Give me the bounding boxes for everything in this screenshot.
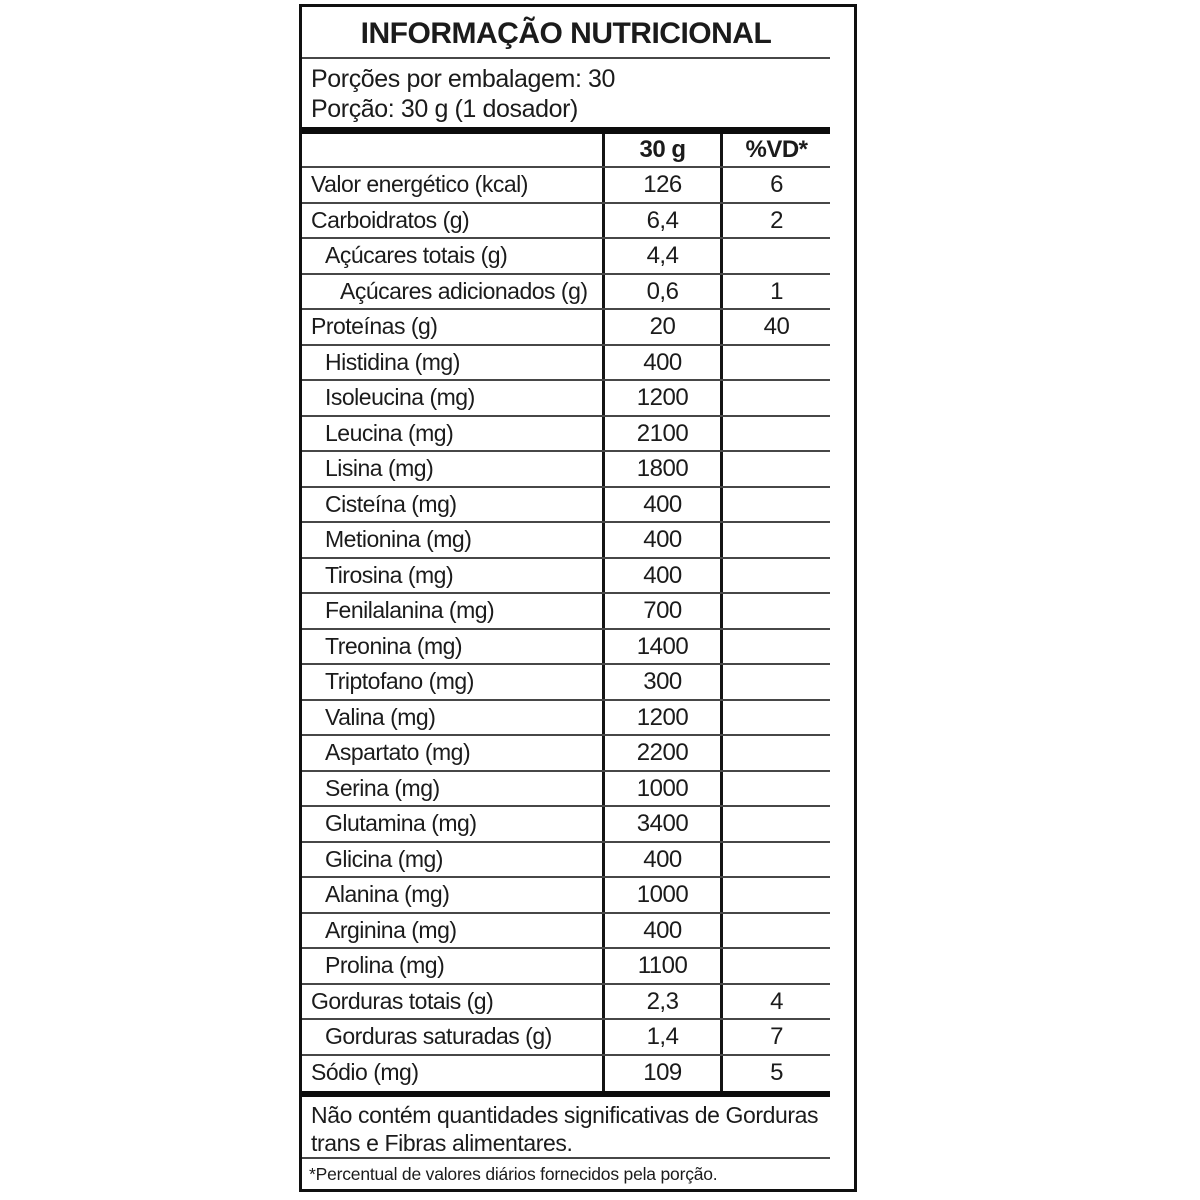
row-label: Gorduras totais (g) — [311, 987, 494, 1014]
nutrition-row — [302, 665, 830, 701]
row-amount: 1100 — [602, 949, 720, 983]
row-daily-value — [720, 878, 830, 912]
row-daily-value — [720, 239, 830, 273]
panel-title: INFORMAÇÃO NUTRICIONAL — [360, 17, 772, 50]
row-label: Glicina (mg) — [325, 845, 443, 872]
row-daily-value — [720, 630, 830, 664]
row-label: Glutamina (mg) — [325, 810, 477, 836]
row-amount: 1800 — [602, 452, 720, 486]
row-label: Aspartato (mg) — [325, 739, 471, 765]
nutrition-row — [302, 204, 830, 240]
row-label: Lisina (mg) — [325, 455, 434, 481]
note-line-2: trans e Fibras alimentares. — [311, 1130, 573, 1156]
row-label: Cisteína (mg) — [325, 490, 457, 517]
row-label: Treonina (mg) — [325, 632, 463, 659]
servings-per-package: Porções por embalagem: 30 — [311, 65, 616, 93]
column-header-amount: 30 g — [602, 134, 720, 166]
row-label: Histidina (mg) — [325, 348, 460, 375]
row-daily-value — [720, 452, 830, 486]
nutrition-row — [302, 701, 830, 737]
nutrition-facts-panel — [299, 4, 857, 1192]
nutrition-row — [302, 1056, 830, 1092]
nutrition-row — [302, 807, 830, 843]
row-daily-value: 40 — [720, 310, 830, 344]
nutrition-row — [302, 488, 830, 524]
nutrition-row — [302, 452, 830, 488]
row-label: Tirosina (mg) — [325, 561, 454, 588]
nutrition-row — [302, 878, 830, 914]
row-amount: 6,4 — [602, 204, 720, 238]
header-top-divider — [302, 127, 830, 134]
nutrition-row — [302, 417, 830, 453]
row-amount: 400 — [602, 914, 720, 948]
row-daily-value — [720, 701, 830, 735]
nutrition-row — [302, 239, 830, 275]
row-daily-value — [720, 523, 830, 557]
row-label: Valina (mg) — [325, 703, 436, 730]
row-label: Açúcares adicionados (g) — [340, 277, 588, 304]
row-daily-value — [720, 772, 830, 806]
nutrition-row — [302, 843, 830, 879]
nutrition-row — [302, 168, 830, 204]
row-amount: 109 — [602, 1056, 720, 1092]
row-daily-value — [720, 594, 830, 628]
row-amount: 126 — [602, 168, 720, 202]
nutrition-table-body — [302, 168, 830, 1091]
table-header-row — [302, 134, 830, 168]
row-daily-value — [720, 559, 830, 593]
row-amount: 0,6 — [602, 275, 720, 309]
nutrition-row — [302, 594, 830, 630]
note-line-1: Não contém quantidades significativas de Gorduras — [311, 1102, 819, 1128]
row-amount: 400 — [602, 523, 720, 557]
row-amount: 400 — [602, 843, 720, 877]
row-label: Leucina (mg) — [325, 419, 454, 446]
row-label: Isoleucina (mg) — [325, 384, 475, 410]
row-daily-value — [720, 843, 830, 877]
row-amount: 400 — [602, 346, 720, 380]
panel-content — [302, 7, 830, 1189]
nutrition-row — [302, 949, 830, 985]
nutrition-row — [302, 381, 830, 417]
row-daily-value — [720, 736, 830, 770]
row-daily-value: 7 — [720, 1020, 830, 1054]
nutrition-row — [302, 772, 830, 808]
nutrition-row — [302, 914, 830, 950]
row-amount: 400 — [602, 488, 720, 522]
row-amount: 2100 — [602, 417, 720, 451]
row-label: Fenilalanina (mg) — [325, 597, 495, 623]
row-amount: 300 — [602, 665, 720, 699]
row-amount: 20 — [602, 310, 720, 344]
nutrition-row — [302, 985, 830, 1021]
row-daily-value — [720, 949, 830, 983]
row-label: Serina (mg) — [325, 774, 440, 801]
row-daily-value — [720, 381, 830, 415]
nutrition-row — [302, 275, 830, 311]
row-label: Proteínas (g) — [311, 313, 438, 339]
daily-value-footnote: *Percentual de valores diários fornecidos pela porção. — [309, 1164, 718, 1184]
row-amount: 1200 — [602, 701, 720, 735]
row-amount: 700 — [602, 594, 720, 628]
row-daily-value: 6 — [720, 168, 830, 202]
column-header-daily-value: %VD* — [720, 134, 830, 166]
nutrition-row — [302, 310, 830, 346]
row-label: Prolina (mg) — [325, 952, 445, 978]
row-amount: 2,3 — [602, 985, 720, 1019]
nutrition-row — [302, 736, 830, 772]
row-label: Alanina (mg) — [325, 881, 450, 907]
row-daily-value — [720, 488, 830, 522]
row-label: Valor energético (kcal) — [311, 171, 528, 197]
row-amount: 2200 — [602, 736, 720, 770]
row-daily-value: 4 — [720, 985, 830, 1019]
row-amount: 1000 — [602, 878, 720, 912]
row-daily-value — [720, 665, 830, 699]
row-label: Carboidratos (g) — [311, 206, 470, 233]
row-label: Metionina (mg) — [325, 526, 472, 552]
nutrition-row — [302, 523, 830, 559]
row-daily-value — [720, 346, 830, 380]
row-amount: 1,4 — [602, 1020, 720, 1054]
serving-size: Porção: 30 g (1 dosador) — [311, 95, 578, 123]
row-label: Gorduras saturadas (g) — [325, 1023, 552, 1049]
nutrition-row — [302, 630, 830, 666]
row-daily-value — [720, 807, 830, 841]
row-label: Arginina (mg) — [325, 916, 457, 943]
row-amount: 1400 — [602, 630, 720, 664]
row-daily-value: 5 — [720, 1056, 830, 1092]
no-significant-amounts-note — [302, 1097, 830, 1157]
nutrition-row — [302, 1020, 830, 1056]
row-amount: 1000 — [602, 772, 720, 806]
serving-info — [302, 59, 830, 127]
row-label: Triptofano (mg) — [325, 668, 474, 694]
row-daily-value: 1 — [720, 275, 830, 309]
row-amount: 1200 — [602, 381, 720, 415]
nutrition-row — [302, 559, 830, 595]
row-label: Açúcares totais (g) — [325, 242, 508, 268]
row-daily-value — [720, 417, 830, 451]
row-label: Sódio (mg) — [311, 1058, 419, 1085]
row-amount: 4,4 — [602, 239, 720, 273]
row-amount: 3400 — [602, 807, 720, 841]
header-spacer — [302, 134, 602, 166]
row-daily-value: 2 — [720, 204, 830, 238]
nutrition-row — [302, 346, 830, 382]
row-daily-value — [720, 914, 830, 948]
row-amount: 400 — [602, 559, 720, 593]
